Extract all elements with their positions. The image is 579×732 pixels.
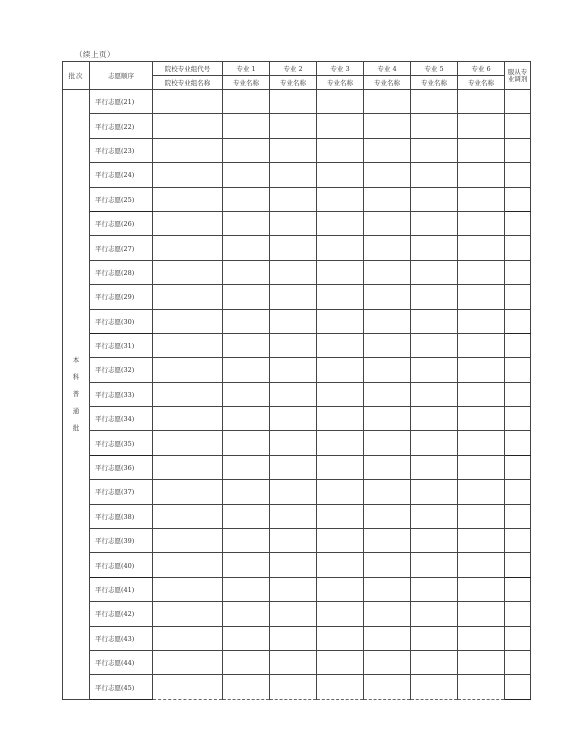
volunteer-row — [63, 358, 531, 382]
major-4-cell[interactable] — [364, 407, 411, 431]
major-6-cell[interactable] — [458, 431, 505, 455]
major-6-cell[interactable] — [458, 602, 505, 626]
volunteer-label: 平行志愿(40) — [90, 553, 153, 577]
major-5-cell[interactable] — [411, 480, 458, 504]
major-3-cell[interactable] — [317, 626, 364, 650]
major-5-cell[interactable] — [411, 529, 458, 553]
batch-name-char: 科 — [72, 372, 80, 381]
major-6-cell[interactable] — [458, 333, 505, 357]
obey-adjust-cell[interactable] — [505, 529, 531, 553]
major-4-cell[interactable] — [364, 577, 411, 601]
major-1-cell[interactable] — [223, 529, 270, 553]
major-3-cell[interactable] — [317, 260, 364, 284]
major-3-cell[interactable] — [317, 358, 364, 382]
major-6-cell[interactable] — [458, 529, 505, 553]
major-4-cell[interactable] — [364, 114, 411, 138]
volunteer-label: 平行志愿(34) — [90, 407, 153, 431]
major-2-cell[interactable] — [270, 382, 317, 406]
obey-adjust-cell[interactable] — [505, 138, 531, 162]
major-1-cell[interactable] — [223, 382, 270, 406]
major-6-cell[interactable] — [458, 382, 505, 406]
major-4-cell[interactable] — [364, 163, 411, 187]
major-1-cell[interactable] — [223, 138, 270, 162]
major-1-cell[interactable] — [223, 577, 270, 601]
major-5-cell[interactable] — [411, 626, 458, 650]
major-2-cell[interactable] — [270, 260, 317, 284]
header-major-name-2: 专业名称 — [270, 76, 317, 90]
header-group-code: 院校专业组代号 — [153, 62, 223, 76]
volunteer-row — [63, 626, 531, 650]
major-1-cell[interactable] — [223, 333, 270, 357]
volunteer-row — [63, 163, 531, 187]
obey-adjust-cell[interactable] — [505, 455, 531, 479]
batch-name-char: 批 — [72, 423, 80, 432]
major-5-cell[interactable] — [411, 382, 458, 406]
major-2-cell[interactable] — [270, 236, 317, 260]
volunteer-row — [63, 114, 531, 138]
major-4-cell[interactable] — [364, 529, 411, 553]
major-4-cell[interactable] — [364, 553, 411, 577]
group-entry-cell[interactable] — [153, 285, 223, 309]
major-5-cell[interactable] — [411, 211, 458, 235]
major-1-cell[interactable] — [223, 309, 270, 333]
major-1-cell[interactable] — [223, 602, 270, 626]
major-3-cell[interactable] — [317, 382, 364, 406]
major-5-cell[interactable] — [411, 455, 458, 479]
volunteer-row — [63, 138, 531, 162]
volunteer-label: 平行志愿(22) — [90, 114, 153, 138]
major-6-cell[interactable] — [458, 675, 505, 699]
volunteer-row — [63, 236, 531, 260]
major-2-cell[interactable] — [270, 626, 317, 650]
major-4-cell[interactable] — [364, 602, 411, 626]
batch-name-char: 通 — [72, 406, 80, 415]
major-2-cell[interactable] — [270, 187, 317, 211]
major-1-cell[interactable] — [223, 650, 270, 674]
volunteer-label: 平行志愿(23) — [90, 138, 153, 162]
header-obey: 服从专业调剂 — [505, 62, 531, 90]
major-5-cell[interactable] — [411, 504, 458, 528]
volunteer-label: 平行志愿(32) — [90, 358, 153, 382]
major-1-cell[interactable] — [223, 407, 270, 431]
major-2-cell[interactable] — [270, 309, 317, 333]
group-entry-cell[interactable] — [153, 382, 223, 406]
volunteer-label: 平行志愿(37) — [90, 480, 153, 504]
header-major-name-4: 专业名称 — [364, 76, 411, 90]
major-2-cell[interactable] — [270, 577, 317, 601]
obey-adjust-cell[interactable] — [505, 626, 531, 650]
major-5-cell[interactable] — [411, 333, 458, 357]
continued-note: （续上页） — [75, 50, 115, 59]
major-3-cell[interactable] — [317, 309, 364, 333]
major-5-cell[interactable] — [411, 163, 458, 187]
major-2-cell[interactable] — [270, 529, 317, 553]
major-3-cell[interactable] — [317, 504, 364, 528]
major-2-cell[interactable] — [270, 455, 317, 479]
obey-adjust-cell[interactable] — [505, 90, 531, 114]
major-5-cell[interactable] — [411, 407, 458, 431]
obey-adjust-cell[interactable] — [505, 480, 531, 504]
major-1-cell[interactable] — [223, 187, 270, 211]
major-3-cell[interactable] — [317, 650, 364, 674]
group-entry-cell[interactable] — [153, 407, 223, 431]
group-entry-cell[interactable] — [153, 358, 223, 382]
group-entry-cell[interactable] — [153, 163, 223, 187]
major-3-cell[interactable] — [317, 553, 364, 577]
major-6-cell[interactable] — [458, 553, 505, 577]
group-entry-cell[interactable] — [153, 260, 223, 284]
major-5-cell[interactable] — [411, 553, 458, 577]
volunteer-label: 平行志愿(26) — [90, 211, 153, 235]
group-entry-cell[interactable] — [153, 602, 223, 626]
major-1-cell[interactable] — [223, 260, 270, 284]
major-2-cell[interactable] — [270, 407, 317, 431]
major-1-cell[interactable] — [223, 626, 270, 650]
major-6-cell[interactable] — [458, 407, 505, 431]
major-5-cell[interactable] — [411, 260, 458, 284]
obey-adjust-cell[interactable] — [505, 114, 531, 138]
major-3-cell[interactable] — [317, 333, 364, 357]
major-3-cell[interactable] — [317, 187, 364, 211]
major-6-cell[interactable] — [458, 309, 505, 333]
major-5-cell[interactable] — [411, 138, 458, 162]
obey-adjust-cell[interactable] — [505, 285, 531, 309]
group-entry-cell[interactable] — [153, 529, 223, 553]
major-5-cell[interactable] — [411, 114, 458, 138]
volunteer-label: 平行志愿(27) — [90, 236, 153, 260]
group-entry-cell[interactable] — [153, 626, 223, 650]
volunteer-row — [63, 455, 531, 479]
volunteer-label: 平行志愿(38) — [90, 504, 153, 528]
major-4-cell[interactable] — [364, 333, 411, 357]
group-entry-cell[interactable] — [153, 90, 223, 114]
volunteer-label: 平行志愿(42) — [90, 602, 153, 626]
header-major-5: 专业 5 — [411, 62, 458, 76]
major-5-cell[interactable] — [411, 577, 458, 601]
header-batch: 批次 — [63, 62, 90, 90]
major-4-cell[interactable] — [364, 431, 411, 455]
major-1-cell[interactable] — [223, 480, 270, 504]
header-order: 志愿顺序 — [90, 62, 153, 90]
major-6-cell[interactable] — [458, 90, 505, 114]
major-4-cell[interactable] — [364, 260, 411, 284]
major-6-cell[interactable] — [458, 480, 505, 504]
group-entry-cell[interactable] — [153, 675, 223, 699]
volunteer-row — [63, 431, 531, 455]
major-5-cell[interactable] — [411, 431, 458, 455]
volunteer-label: 平行志愿(36) — [90, 455, 153, 479]
group-entry-cell[interactable] — [153, 504, 223, 528]
major-2-cell[interactable] — [270, 650, 317, 674]
major-6-cell[interactable] — [458, 211, 505, 235]
volunteer-label: 平行志愿(41) — [90, 577, 153, 601]
volunteer-label: 平行志愿(39) — [90, 529, 153, 553]
major-2-cell[interactable] — [270, 163, 317, 187]
major-6-cell[interactable] — [458, 260, 505, 284]
major-1-cell[interactable] — [223, 553, 270, 577]
volunteer-label: 平行志愿(43) — [90, 626, 153, 650]
major-3-cell[interactable] — [317, 114, 364, 138]
major-6-cell[interactable] — [458, 577, 505, 601]
major-4-cell[interactable] — [364, 358, 411, 382]
volunteer-row — [63, 309, 531, 333]
major-3-cell[interactable] — [317, 675, 364, 699]
major-5-cell[interactable] — [411, 358, 458, 382]
obey-adjust-cell[interactable] — [505, 577, 531, 601]
obey-adjust-cell[interactable] — [505, 504, 531, 528]
major-2-cell[interactable] — [270, 333, 317, 357]
major-3-cell[interactable] — [317, 431, 364, 455]
major-4-cell[interactable] — [364, 187, 411, 211]
group-entry-cell[interactable] — [153, 577, 223, 601]
major-5-cell[interactable] — [411, 309, 458, 333]
obey-adjust-cell[interactable] — [505, 431, 531, 455]
volunteer-label: 平行志愿(25) — [90, 187, 153, 211]
obey-adjust-cell[interactable] — [505, 382, 531, 406]
batch-name — [63, 90, 90, 700]
major-2-cell[interactable] — [270, 675, 317, 699]
major-2-cell[interactable] — [270, 114, 317, 138]
group-entry-cell[interactable] — [153, 650, 223, 674]
major-4-cell[interactable] — [364, 138, 411, 162]
volunteer-label: 平行志愿(21) — [90, 90, 153, 114]
volunteer-label: 平行志愿(33) — [90, 382, 153, 406]
header-major-2: 专业 2 — [270, 62, 317, 76]
header-major-6: 专业 6 — [458, 62, 505, 76]
group-entry-cell[interactable] — [153, 114, 223, 138]
volunteer-row — [63, 333, 531, 357]
group-entry-cell[interactable] — [153, 431, 223, 455]
major-6-cell[interactable] — [458, 236, 505, 260]
major-2-cell[interactable] — [270, 211, 317, 235]
obey-adjust-cell[interactable] — [505, 309, 531, 333]
volunteer-row — [63, 211, 531, 235]
volunteer-label: 平行志愿(29) — [90, 285, 153, 309]
major-1-cell[interactable] — [223, 114, 270, 138]
major-1-cell[interactable] — [223, 431, 270, 455]
major-5-cell[interactable] — [411, 285, 458, 309]
major-6-cell[interactable] — [458, 163, 505, 187]
major-3-cell[interactable] — [317, 138, 364, 162]
major-1-cell[interactable] — [223, 285, 270, 309]
major-5-cell[interactable] — [411, 236, 458, 260]
major-4-cell[interactable] — [364, 455, 411, 479]
major-6-cell[interactable] — [458, 285, 505, 309]
major-4-cell[interactable] — [364, 626, 411, 650]
obey-adjust-cell[interactable] — [505, 602, 531, 626]
obey-adjust-cell[interactable] — [505, 187, 531, 211]
major-1-cell[interactable] — [223, 504, 270, 528]
major-2-cell[interactable] — [270, 285, 317, 309]
group-entry-cell[interactable] — [153, 187, 223, 211]
major-1-cell[interactable] — [223, 236, 270, 260]
volunteer-row — [63, 553, 531, 577]
major-6-cell[interactable] — [458, 114, 505, 138]
major-2-cell[interactable] — [270, 602, 317, 626]
volunteer-row — [63, 602, 531, 626]
major-3-cell[interactable] — [317, 236, 364, 260]
volunteer-label: 平行志愿(35) — [90, 431, 153, 455]
volunteer-label: 平行志愿(44) — [90, 650, 153, 674]
major-6-cell[interactable] — [458, 626, 505, 650]
major-1-cell[interactable] — [223, 163, 270, 187]
major-3-cell[interactable] — [317, 455, 364, 479]
obey-adjust-cell[interactable] — [505, 553, 531, 577]
header-major-4: 专业 4 — [364, 62, 411, 76]
header-major-name-3: 专业名称 — [317, 76, 364, 90]
major-4-cell[interactable] — [364, 309, 411, 333]
group-entry-cell[interactable] — [153, 480, 223, 504]
volunteer-row — [63, 480, 531, 504]
volunteer-label: 平行志愿(31) — [90, 333, 153, 357]
volunteer-form-table — [62, 61, 531, 700]
volunteer-row — [63, 382, 531, 406]
obey-adjust-cell[interactable] — [505, 650, 531, 674]
volunteer-label: 平行志愿(24) — [90, 163, 153, 187]
group-entry-cell[interactable] — [153, 333, 223, 357]
major-2-cell[interactable] — [270, 90, 317, 114]
obey-adjust-cell[interactable] — [505, 163, 531, 187]
major-5-cell[interactable] — [411, 675, 458, 699]
major-2-cell[interactable] — [270, 504, 317, 528]
major-6-cell[interactable] — [458, 455, 505, 479]
major-5-cell[interactable] — [411, 602, 458, 626]
major-2-cell[interactable] — [270, 553, 317, 577]
major-3-cell[interactable] — [317, 602, 364, 626]
volunteer-row — [63, 529, 531, 553]
major-6-cell[interactable] — [458, 650, 505, 674]
obey-adjust-cell[interactable] — [505, 211, 531, 235]
volunteer-label: 平行志愿(45) — [90, 675, 153, 699]
obey-adjust-cell[interactable] — [505, 358, 531, 382]
major-2-cell[interactable] — [270, 480, 317, 504]
major-2-cell[interactable] — [270, 431, 317, 455]
major-5-cell[interactable] — [411, 187, 458, 211]
major-4-cell[interactable] — [364, 236, 411, 260]
volunteer-row — [63, 650, 531, 674]
major-4-cell[interactable] — [364, 90, 411, 114]
major-1-cell[interactable] — [223, 211, 270, 235]
volunteer-label: 平行志愿(28) — [90, 260, 153, 284]
volunteer-row — [63, 675, 531, 699]
major-4-cell[interactable] — [364, 504, 411, 528]
major-4-cell[interactable] — [364, 211, 411, 235]
major-6-cell[interactable] — [458, 504, 505, 528]
header-major-3: 专业 3 — [317, 62, 364, 76]
major-5-cell[interactable] — [411, 650, 458, 674]
volunteer-row — [63, 407, 531, 431]
header-major-name-5: 专业名称 — [411, 76, 458, 90]
group-entry-cell[interactable] — [153, 309, 223, 333]
header-major-name-6: 专业名称 — [458, 76, 505, 90]
obey-adjust-cell[interactable] — [505, 675, 531, 699]
obey-adjust-cell[interactable] — [505, 333, 531, 357]
group-entry-cell[interactable] — [153, 211, 223, 235]
major-4-cell[interactable] — [364, 480, 411, 504]
group-entry-cell[interactable] — [153, 236, 223, 260]
major-5-cell[interactable] — [411, 90, 458, 114]
obey-adjust-cell[interactable] — [505, 260, 531, 284]
major-4-cell[interactable] — [364, 285, 411, 309]
batch-name-char: 本 — [72, 355, 80, 364]
major-6-cell[interactable] — [458, 358, 505, 382]
header-major-name-1: 专业名称 — [223, 76, 270, 90]
major-1-cell[interactable] — [223, 675, 270, 699]
volunteer-row — [63, 90, 531, 114]
volunteer-label: 平行志愿(30) — [90, 309, 153, 333]
major-3-cell[interactable] — [317, 285, 364, 309]
major-4-cell[interactable] — [364, 650, 411, 674]
volunteer-row — [63, 187, 531, 211]
major-1-cell[interactable] — [223, 90, 270, 114]
volunteer-row — [63, 260, 531, 284]
major-3-cell[interactable] — [317, 529, 364, 553]
major-2-cell[interactable] — [270, 138, 317, 162]
major-3-cell[interactable] — [317, 90, 364, 114]
obey-adjust-cell[interactable] — [505, 407, 531, 431]
major-3-cell[interactable] — [317, 577, 364, 601]
major-4-cell[interactable] — [364, 382, 411, 406]
obey-adjust-cell[interactable] — [505, 236, 531, 260]
volunteer-row — [63, 504, 531, 528]
major-3-cell[interactable] — [317, 211, 364, 235]
group-entry-cell[interactable] — [153, 138, 223, 162]
major-3-cell[interactable] — [317, 163, 364, 187]
group-entry-cell[interactable] — [153, 553, 223, 577]
volunteer-row — [63, 577, 531, 601]
header-major-1: 专业 1 — [223, 62, 270, 76]
major-6-cell[interactable] — [458, 138, 505, 162]
group-entry-cell[interactable] — [153, 455, 223, 479]
major-3-cell[interactable] — [317, 480, 364, 504]
major-1-cell[interactable] — [223, 358, 270, 382]
major-3-cell[interactable] — [317, 407, 364, 431]
major-1-cell[interactable] — [223, 455, 270, 479]
batch-name-char: 普 — [72, 389, 80, 398]
header-row-1 — [63, 62, 531, 76]
header-group-name: 院校专业组名称 — [153, 76, 223, 90]
major-2-cell[interactable] — [270, 358, 317, 382]
volunteer-row — [63, 285, 531, 309]
major-6-cell[interactable] — [458, 187, 505, 211]
major-4-cell[interactable] — [364, 675, 411, 699]
